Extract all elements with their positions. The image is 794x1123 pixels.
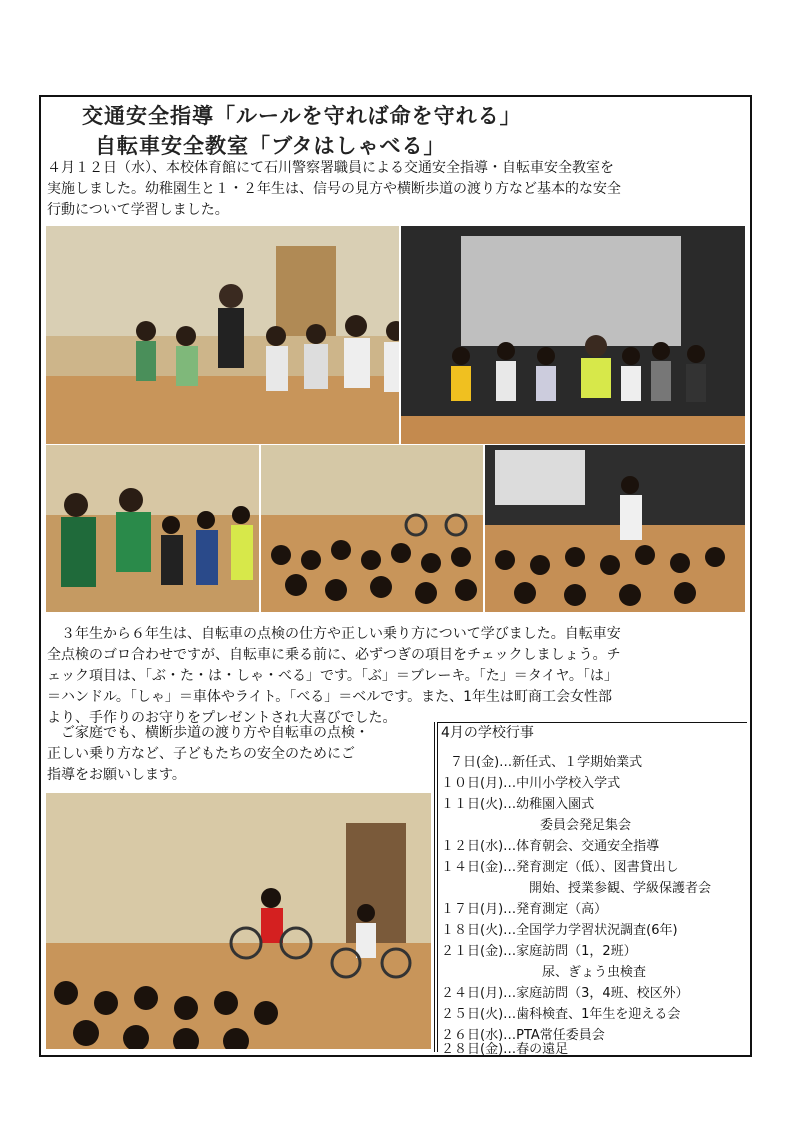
- third-paragraph: [47, 723, 432, 786]
- body-line: ＝ハンドル。「しゃ」＝車体やライト。「べる」＝ベルです。また、1年生は町商工会女性部: [47, 689, 612, 705]
- event-item: ２４日(月)…家庭訪問（3，4班、校区外）: [441, 986, 689, 1001]
- event-item: ２５日(火)…歯科検査、1年生を迎える会: [441, 1007, 681, 1022]
- event-item: １４日(金)…発育測定（低）、図書貸出し: [441, 860, 679, 875]
- photo-instructors: [46, 445, 259, 612]
- event-item: ２１日(金)…家庭訪問（1，2班）: [441, 944, 637, 959]
- photo-gym-lesson: [46, 226, 399, 444]
- body-line: ご家庭でも、横断歩道の渡り方や自転車の点検・: [61, 725, 369, 741]
- events-divider: [434, 722, 435, 1052]
- event-item: ２８日(金)…春の遠足: [441, 1042, 569, 1057]
- body-line: 正しい乗り方など、子どもたちの安全のためにご: [47, 746, 355, 762]
- intro-line: 行動について学習しました。: [47, 202, 229, 218]
- event-item: １７日(月)…発育測定（高）: [441, 902, 608, 917]
- photo-bicycle-practice: [46, 793, 431, 1049]
- body-line: 指導をお願いします。: [47, 767, 186, 783]
- intro-paragraph: [47, 158, 747, 221]
- body-line: 全点検のゴロ合わせですが、自転車に乗る前に、必ずつぎの項目をチェックしましょう。チ: [47, 647, 621, 663]
- event-item: ７日(金)…新任式、１学期始業式: [450, 755, 643, 770]
- title-line-2: 自転車安全教室「ブタはしゃべる」: [95, 133, 446, 158]
- event-item: 開始、授業参観、学級保護者会: [529, 881, 712, 896]
- events-divider: [437, 722, 438, 1052]
- body-line: より、手作りのお守りをプレゼントされ大喜びでした。: [47, 710, 397, 726]
- body-line: ェック項目は、「ぶ・た・は・しゃ・べる」です。「ぶ」＝ブレーキ。「た」＝タイヤ。「は」: [47, 668, 618, 684]
- title-line-1: 交通安全指導「ルールを守れば命を守れる」: [82, 103, 522, 128]
- event-item: １０日(月)…中川小学校入学式: [441, 776, 621, 791]
- event-item: １２日(水)…体育朝会、交通安全指導: [441, 839, 660, 854]
- intro-line: 実施しました。幼稚園生と１・２年生は、信号の見方や横断歩道の渡り方など基本的な安全: [47, 181, 621, 197]
- photo-stage-hands-up: [401, 226, 745, 444]
- intro-line: ４月１２日（水）、本校体育館にて石川警察署職員による交通安全指導・自転車安全教室を: [47, 160, 614, 176]
- photo-students-bicycle: [261, 445, 483, 612]
- photo-officer-talk: [485, 445, 745, 612]
- event-item: 尿、ぎょう虫検査: [542, 965, 647, 980]
- second-paragraph: [47, 624, 747, 729]
- event-item: １８日(火)…全国学力学習状況調査(6年): [441, 923, 678, 938]
- event-item: １１日(火)…幼稚園入園式: [441, 797, 595, 812]
- event-item: 委員会発足集会: [540, 818, 632, 833]
- events-header: 4月の学校行事: [441, 725, 534, 741]
- event-item: ２６日(水)…PTA常任委員会: [441, 1028, 605, 1043]
- body-line: ３年生から６年生は、自転車の点検の仕方や正しい乗り方について学びました。自転車安: [61, 626, 621, 642]
